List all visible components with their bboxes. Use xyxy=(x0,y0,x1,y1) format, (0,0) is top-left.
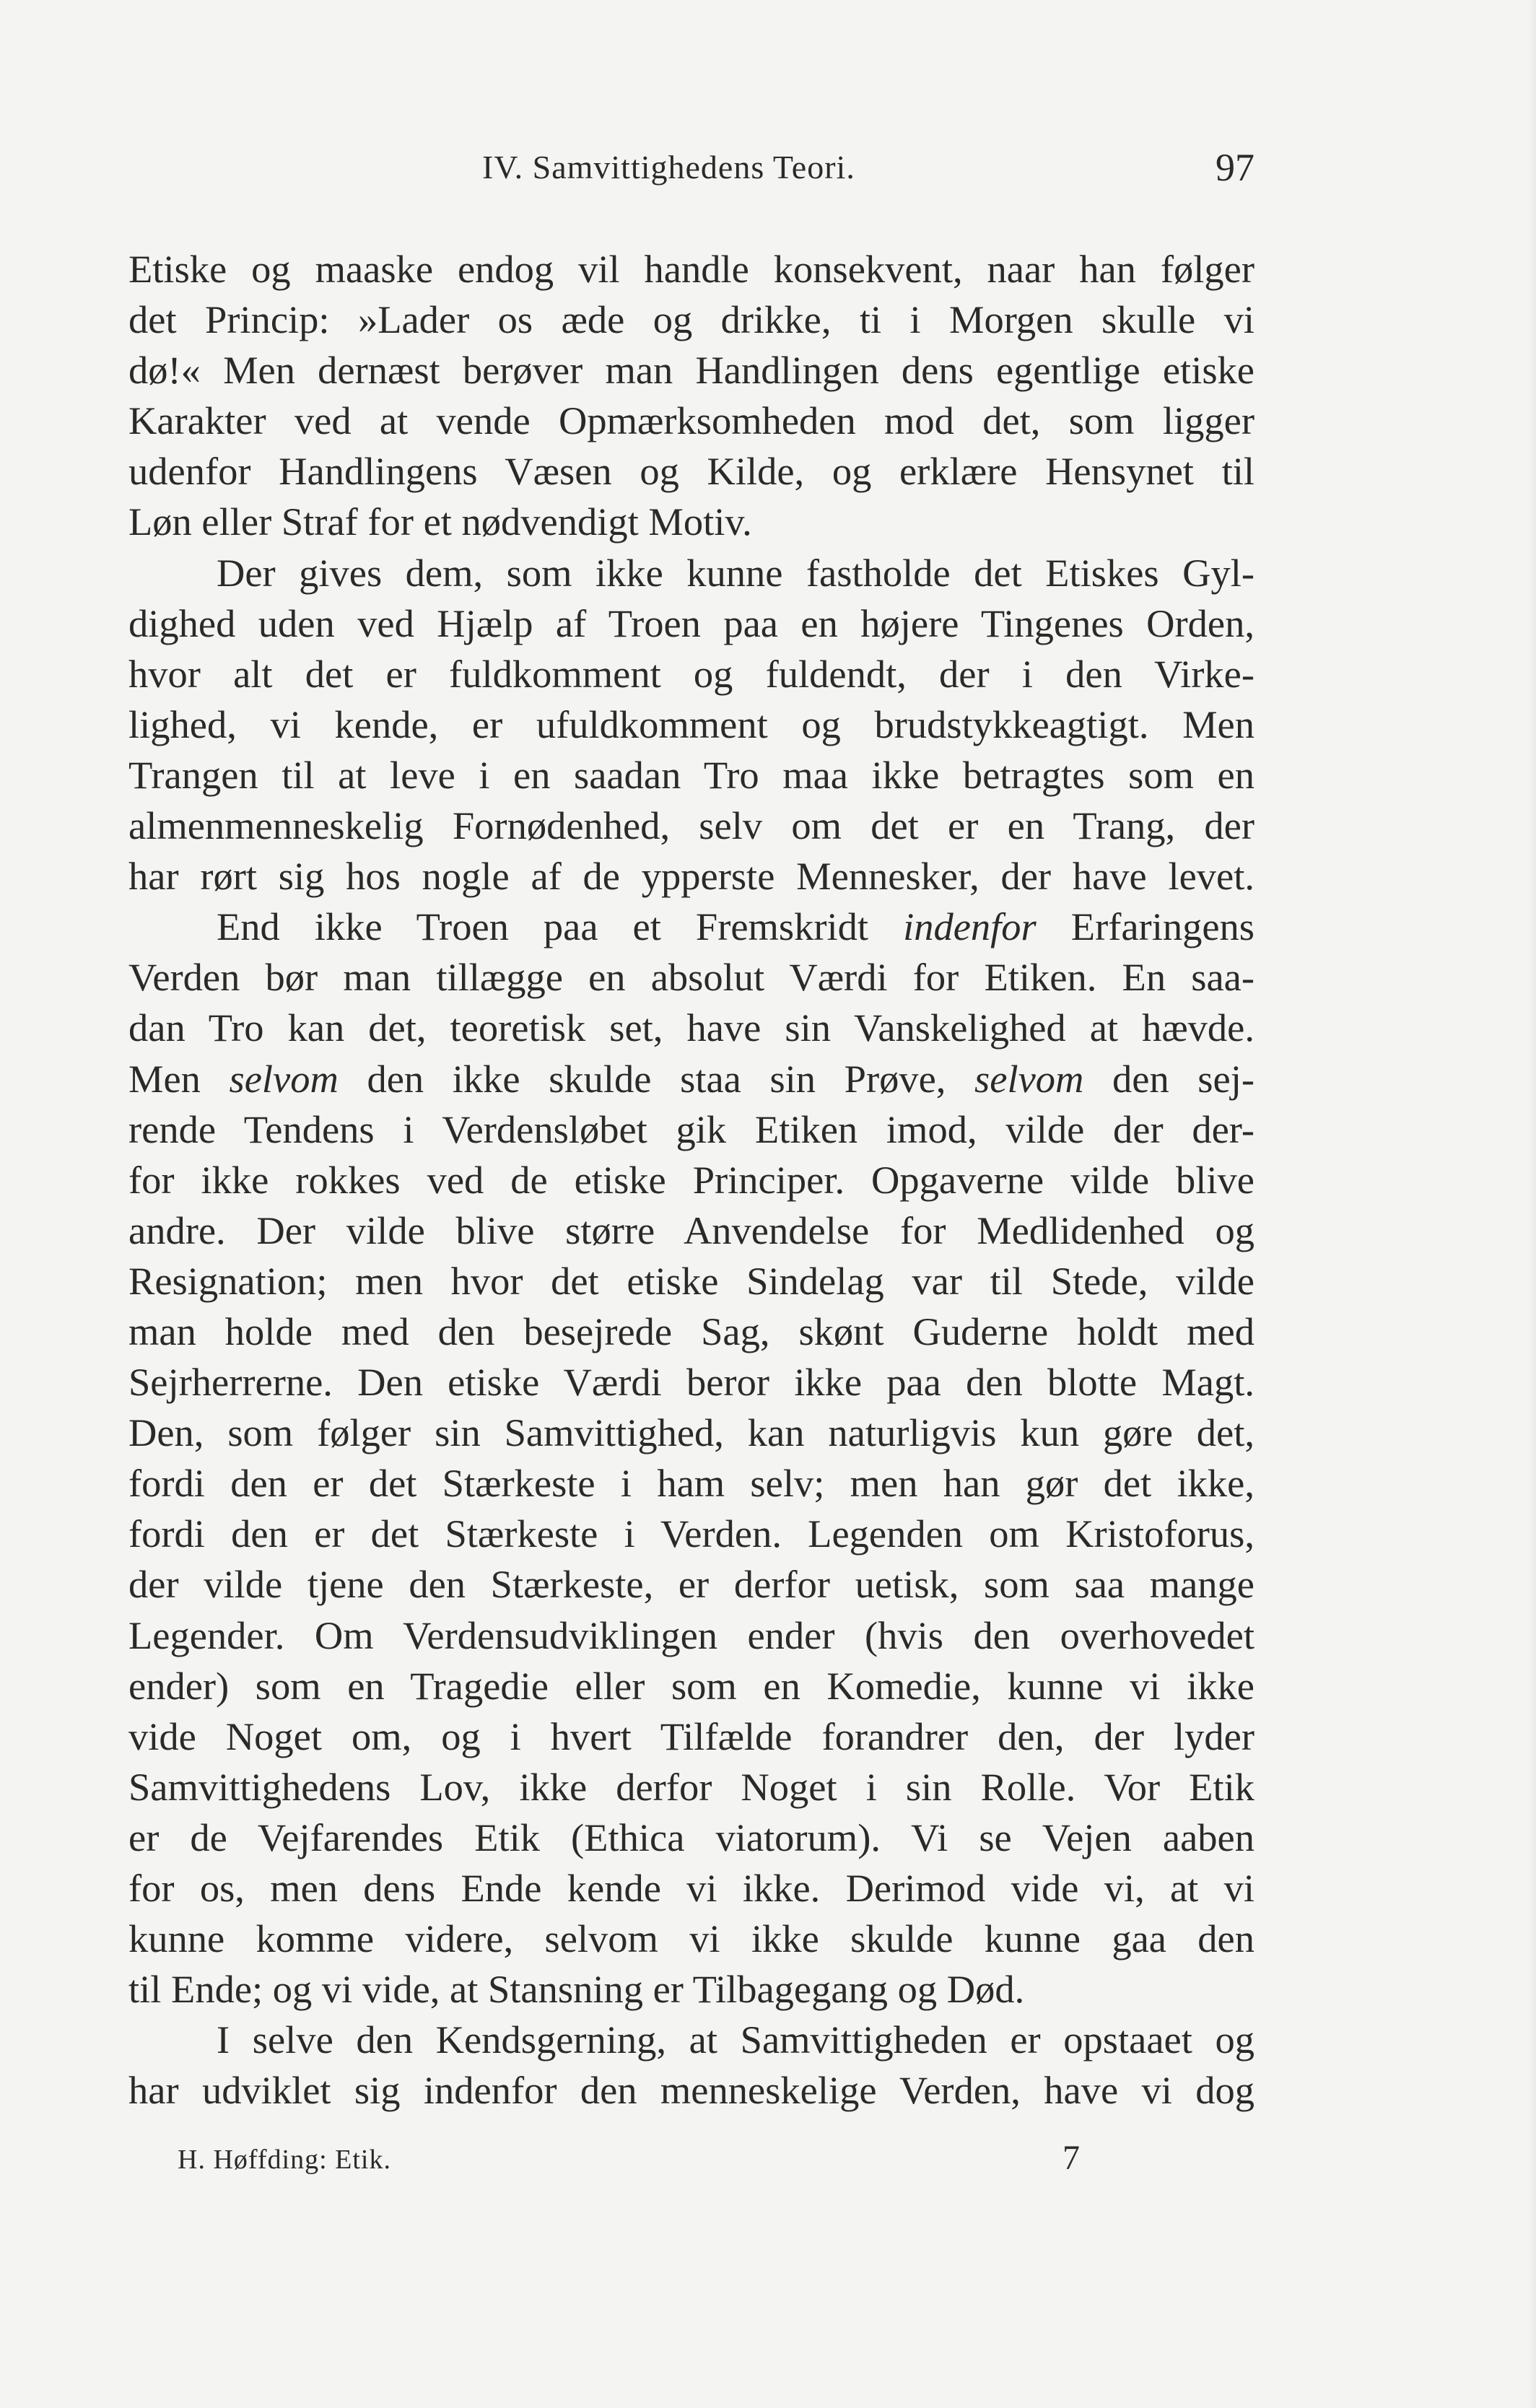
text-line: har udviklet sig indenfor den menneskelige Verden, have vi dog xyxy=(128,2068,1254,2113)
text-line: udenfor Handlingens Væsen og Kilde, og erklære Hensynet til xyxy=(128,449,1254,494)
signature-mark: H. Høffding: Etik. xyxy=(178,2145,391,2175)
text-segment: den ikke skulde staa sin Prøve, xyxy=(367,1056,946,1101)
text-line: har rørt sig hos nogle af de ypperste Mennesker, der have levet. xyxy=(128,854,1254,899)
text-line xyxy=(128,1054,1254,1104)
text-line: I selve den Kendsgerning, at Samvittigheden er opstaaet og xyxy=(217,2017,1254,2062)
page-edge xyxy=(1529,0,1536,2408)
text-line: Løn eller Straf for et nødvendigt Motiv. xyxy=(128,500,752,544)
text-line: vide Noget om, og i hvert Tilfælde forandrer den, der lyder xyxy=(128,1714,1254,1758)
page-footer xyxy=(178,2139,1087,2187)
text-line: man holde med den besejrede Sag, skønt Guderne holdt med xyxy=(128,1309,1254,1353)
sheet-number: 7 xyxy=(1062,2139,1080,2177)
page-number: 97 xyxy=(1216,146,1254,189)
text-line xyxy=(128,902,1254,952)
text-line: det Princip: »Lader os æde og drikke, ti i Morgen skulle vi xyxy=(128,297,1254,342)
text-segment: Men xyxy=(128,1056,201,1101)
text-line: dø!« Men dernæst berøver man Handlingen dens egentlige etiske xyxy=(128,348,1254,393)
text-line: Verden bør man tillægge en absolut Værdi for Etiken. En saa- xyxy=(128,955,1254,1000)
text-line: Sejrherrerne. Den etiske Værdi beror ikke paa den blotte Magt. xyxy=(128,1360,1254,1405)
text-line: fordi den er det Stærkeste i ham selv; men han gør det ikke, xyxy=(128,1461,1254,1506)
text-line: almenmenneskelig Fornødenhed, selv om det er en Trang, der xyxy=(128,803,1254,848)
text-segment: End ikke Troen paa et Fremskridt xyxy=(217,904,869,949)
text-line: Den, som følger sin Samvittighed, kan naturligvis kun gøre det, xyxy=(128,1410,1254,1455)
text-line: Etiske og maaske endog vil handle konsekvent, naar han følger xyxy=(128,247,1254,291)
text-line: andre. Der vilde blive større Anvendelse for Medlidenhed og xyxy=(128,1208,1254,1252)
text-line: for ikke rokkes ved de etiske Principer. Opgaverne vilde blive xyxy=(128,1157,1254,1202)
text-line: Samvittighedens Lov, ikke derfor Noget i sin Rolle. Vor Etik xyxy=(128,1764,1254,1809)
text-line: Karakter ved at vende Opmærksomheden mod det, som ligger xyxy=(128,398,1254,443)
text-line: fordi den er det Stærkeste i Verden. Legenden om Kristoforus, xyxy=(128,1511,1254,1556)
text-line: der vilde tjene den Stærkeste, er derfor uetisk, som saa mange xyxy=(128,1562,1254,1607)
italic-word: selvom xyxy=(229,1056,339,1101)
italic-word: selvom xyxy=(974,1056,1084,1101)
text-line: Trangen til at leve i en saadan Tro maa ikke betragtes som en xyxy=(128,752,1254,797)
text-line: for os, men dens Ende kende vi ikke. Derimod vide vi, at vi xyxy=(128,1866,1254,1910)
running-title: IV. Samvittighedens Teori. xyxy=(482,149,855,186)
text-line: er de Vejfarendes Etik (Ethica viatorum). Vi se Vejen aaben xyxy=(128,1815,1254,1859)
italic-word: indenfor xyxy=(903,904,1037,949)
text-segment: Erfaringens xyxy=(1070,904,1254,949)
text-line: dighed uden ved Hjælp af Troen paa en højere Tingenes Orden, xyxy=(128,601,1254,645)
text-line: lighed, vi kende, er ufuldkomment og brudstykkeagtigt. Men xyxy=(128,702,1254,746)
text-line: ender) som en Tragedie eller som en Komedie, kunne vi ikke xyxy=(128,1663,1254,1708)
text-line: rende Tendens i Verdensløbet gik Etiken imod, vilde der der- xyxy=(128,1107,1254,1151)
running-head xyxy=(128,148,1254,199)
text-line: Der gives dem, som ikke kunne fastholde det Etiskes Gyl- xyxy=(217,550,1254,595)
text-line: til Ende; og vi vide, at Stansning er Tilbagegang og Død. xyxy=(128,1967,1025,2012)
text-line: kunne komme videre, selvom vi ikke skulde kunne gaa den xyxy=(128,1916,1254,1961)
text-line: Resignation; men hvor det etiske Sindelag var til Stede, vilde xyxy=(128,1258,1254,1303)
text-line: Legender. Om Verdensudviklingen ender (hvis den overhovedet xyxy=(128,1613,1254,1657)
text-segment: den sej- xyxy=(1112,1056,1254,1101)
text-line: hvor alt det er fuldkomment og fuldendt, der i den Virke- xyxy=(128,651,1254,696)
body-text xyxy=(128,244,1254,2116)
text-line: dan Tro kan det, teoretisk set, have sin Vanskelighed at hævde. xyxy=(128,1005,1254,1050)
